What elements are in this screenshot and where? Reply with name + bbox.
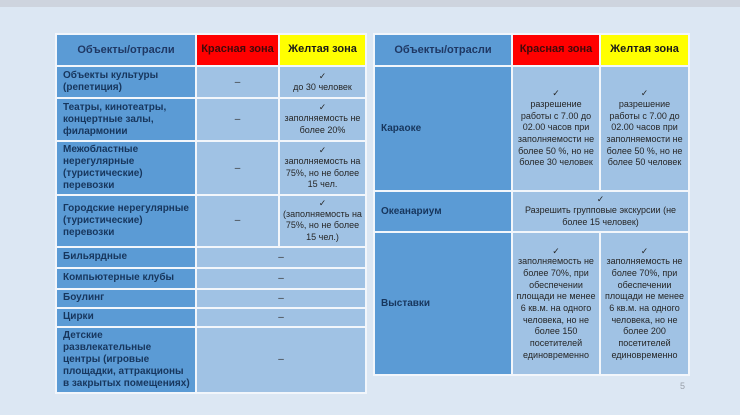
dash: – xyxy=(278,251,284,263)
dash: – xyxy=(234,114,241,125)
row-label: Объекты культуры (репетиция) xyxy=(56,66,196,98)
row-label: Компьютерные клубы xyxy=(56,268,196,289)
cell-text: (заполняемость на 75%, но не более 15 чел.) xyxy=(283,208,362,243)
table-row xyxy=(56,247,366,268)
table-row xyxy=(56,308,366,327)
check-icon: ✓ xyxy=(640,88,649,99)
zones-table-right xyxy=(373,33,690,376)
cell-text: разрешение работы с 7.00 до 02.00 часов при заполняемости не более 50 %, но не более 50 человек xyxy=(606,98,683,168)
header-red-zone: Красная зона xyxy=(196,34,279,66)
red-zone-cell xyxy=(512,232,600,375)
red-zone-cell xyxy=(196,66,279,98)
merged-zone-cell xyxy=(196,268,366,289)
yellow-zone-cell xyxy=(279,141,366,195)
row-label: Цирки xyxy=(56,308,196,327)
header-objects: Объекты/отрасли xyxy=(374,34,512,66)
merged-zone-cell xyxy=(512,191,689,232)
row-label: Межобластные нерегулярные (туристические) перевозки xyxy=(56,141,196,195)
row-label: Детские развлекательные центры (игровые площадки, аттракционы в закрытых помещениях) xyxy=(56,327,196,393)
table-row xyxy=(56,327,366,393)
row-label: Выставки xyxy=(374,232,512,375)
cell-text: разрешение работы с 7.00 до 02.00 часов при заполняемости не более 50 %, но не более 30 человек xyxy=(517,98,595,168)
red-zone-cell xyxy=(196,98,279,141)
red-zone-cell xyxy=(512,66,600,191)
check-icon: ✓ xyxy=(318,70,327,81)
table-row xyxy=(374,66,689,191)
row-label: Караоке xyxy=(374,66,512,191)
table-row xyxy=(56,195,366,247)
row-label: Театры, кинотеатры, концертные залы, филармонии xyxy=(56,98,196,141)
table-row xyxy=(56,268,366,289)
check-icon: ✓ xyxy=(318,102,327,113)
table-row xyxy=(56,141,366,195)
row-label: Боулинг xyxy=(56,289,196,308)
merged-zone-cell xyxy=(196,327,366,393)
merged-zone-cell xyxy=(196,289,366,308)
cell-text: заполняемость не более 70%, при обеспечении площади не менее 6 кв.м. на одного человека, но не более 200 посетителей единовременно xyxy=(604,256,685,360)
row-label: Бильярдные xyxy=(56,247,196,268)
header-objects: Объекты/отрасли xyxy=(56,34,196,66)
table-row xyxy=(374,232,689,375)
yellow-zone-cell xyxy=(279,195,366,247)
merged-zone-cell xyxy=(196,247,366,268)
dash: – xyxy=(278,311,284,323)
header-yellow-zone: Желтая зона xyxy=(600,34,689,66)
row-label: Городские нерегулярные (туристические) перевозки xyxy=(56,195,196,247)
merged-zone-cell xyxy=(196,308,366,327)
page-number: 5 xyxy=(680,381,686,391)
table-row xyxy=(56,66,366,98)
yellow-zone-cell xyxy=(600,66,689,191)
dash: – xyxy=(234,162,241,174)
cell-text: заполняемость на 75%, но не более 15 чел. xyxy=(284,155,361,190)
dash: – xyxy=(234,76,241,88)
check-icon: ✓ xyxy=(318,198,327,208)
cell-text: до 30 человек xyxy=(293,81,352,92)
check-icon: ✓ xyxy=(640,245,649,256)
row-label: Океанариум xyxy=(374,191,512,232)
check-icon: ✓ xyxy=(596,194,605,205)
check-icon: ✓ xyxy=(318,145,327,156)
yellow-zone-cell xyxy=(279,98,366,141)
zones-table-left xyxy=(55,33,367,394)
yellow-zone-cell xyxy=(279,66,366,98)
window-top-edge xyxy=(0,0,740,7)
red-zone-cell xyxy=(196,195,279,247)
header-red-zone: Красная зона xyxy=(512,34,600,66)
yellow-zone-cell xyxy=(600,232,689,375)
red-zone-cell xyxy=(196,141,279,195)
table-row xyxy=(56,289,366,308)
cell-text: Разрешить групповые экскурсии (не более 15 человек) xyxy=(524,205,677,227)
dash: – xyxy=(234,215,241,227)
table-row xyxy=(56,98,366,141)
cell-text: заполняемость не более 20% xyxy=(284,113,361,135)
check-icon: ✓ xyxy=(552,245,560,256)
table-row xyxy=(374,191,689,232)
dash: – xyxy=(278,292,284,304)
cell-text: заполняемость не более 70%, при обеспечении площади не менее 6 кв.м. на одного человека, но не более 150 посетителей единовременно xyxy=(516,256,596,360)
header-yellow-zone: Желтая зона xyxy=(279,34,366,66)
dash: – xyxy=(278,272,284,284)
check-icon: ✓ xyxy=(552,88,560,99)
dash: – xyxy=(278,354,284,366)
